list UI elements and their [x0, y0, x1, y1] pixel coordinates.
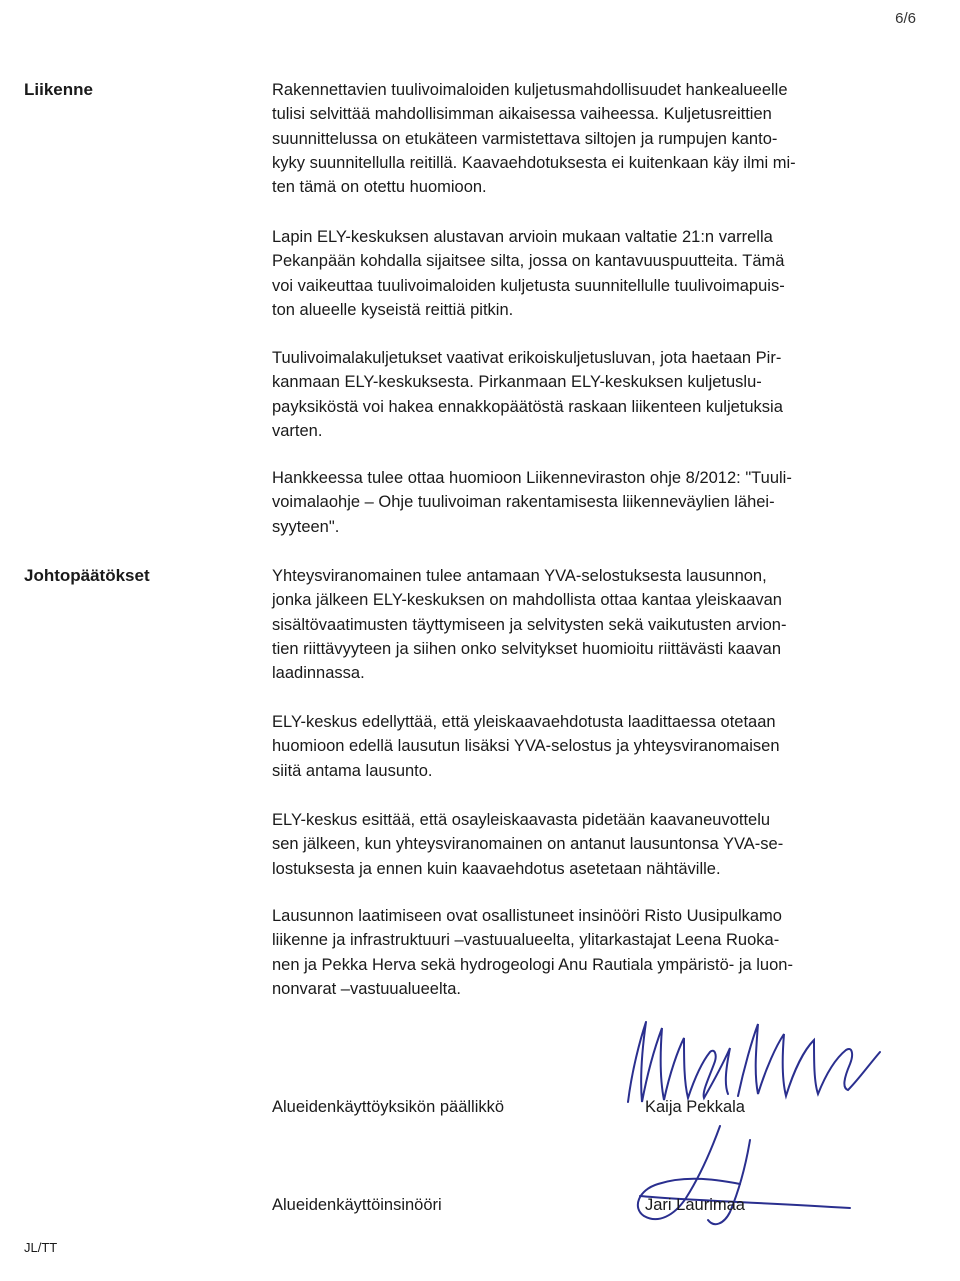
footer-initials: JL/TT — [24, 1240, 58, 1255]
liikenne-paragraph-1: Rakennettavien tuulivoimaloiden kuljetusmahdollisuudet hankealueelle tulisi selvittää mahdollisimman aikaisessa vaiheessa. Kuljetusreittien suunnittelussa on etukäteen varmistettava siltojen ja rumpujen kanto- kyky suunnitellulla reitillä. Kaavaehdotuksesta ei kuitenkaan käy ilmi mi- ten tämä on otettu huomioon. — [272, 81, 796, 197]
signer-name-2: Jari Laurimaa — [645, 1196, 745, 1214]
signer-name-1: Kaija Pekkala — [645, 1098, 745, 1116]
johtopaatokset-paragraph-1: Yhteysviranomainen tulee antamaan YVA-selostuksesta lausunnon, jonka jälkeen ELY-keskuksen on mahdollista ottaa kantaa yleiskaavan sisältövaatimusten täyttymiseen ja selvitysten sekä vaikutusten arvion- tien riittävyyteen ja siihen onko selvitykset huomioitu riittävästi kaavan laadinnassa. — [272, 567, 787, 683]
section-heading-johtopaatokset: Johtopäätökset — [24, 566, 150, 585]
johtopaatokset-paragraph-3: ELY-keskus esittää, että osayleiskaavasta pidetään kaavaneuvottelu sen jälkeen, kun yhteysviranomainen on antanut lausuntonsa YVA-se- lostuksesta ja ennen kuin kaavaehdotus asetetaan nähtäville. — [272, 811, 784, 878]
signature-kaija-pekkala — [618, 1010, 888, 1110]
liikenne-paragraph-3: Tuulivoimalakuljetukset vaativat erikoiskuljetusluvan, jota haetaan Pir- kanmaan ELY-keskuksesta. Pirkanmaan ELY-keskuksen kuljetuslu- payksiköstä voi hakea ennakkopäätöstä raskaan liikenteen kuljetuksia varten. — [272, 349, 783, 440]
signer-title-2: Alueidenkäyttöinsinööri — [272, 1196, 442, 1214]
johtopaatokset-paragraph-2: ELY-keskus edellyttää, että yleiskaavaehdotusta laadittaessa otetaan huomioon edellä lausutun lisäksi YVA-selostus ja yhteysviranomaisen siitä antama lausunto. — [272, 713, 780, 780]
liikenne-paragraph-4: Hankkeessa tulee ottaa huomioon Liikenneviraston ohje 8/2012: "Tuuli- voimalaohje – Ohje tuulivoiman rakentamisesta liikenneväylien lähei- syyteen". — [272, 469, 792, 536]
section-heading-liikenne: Liikenne — [24, 80, 93, 99]
signer-title-1: Alueidenkäyttöyksikön päällikkö — [272, 1098, 505, 1116]
johtopaatokset-paragraph-4: Lausunnon laatimiseen ovat osallistuneet insinööri Risto Uusipulkamo liikenne ja infrastruktuuri –vastuualueelta, ylitarkastajat Leena Ruoka- nen ja Pekka Herva sekä hydrogeologi Anu Rautiala ympäristö- ja luon- nonvarat –vastuualueelta. — [272, 907, 793, 998]
liikenne-paragraph-2: Lapin ELY-keskuksen alustavan arvioin mukaan valtatie 21:n varrella Pekanpään kohdalla sijaitsee silta, jossa on kantavuuspuutteita. Tämä voi vaikeuttaa tuulivoimaloiden kuljetusta suunnitellulle tuulivoimapuis- ton alueelle kyseistä reittiä pitkin. — [272, 228, 785, 319]
signature-jari-laurimaa — [600, 1120, 860, 1235]
page-number: 6/6 — [895, 10, 916, 27]
